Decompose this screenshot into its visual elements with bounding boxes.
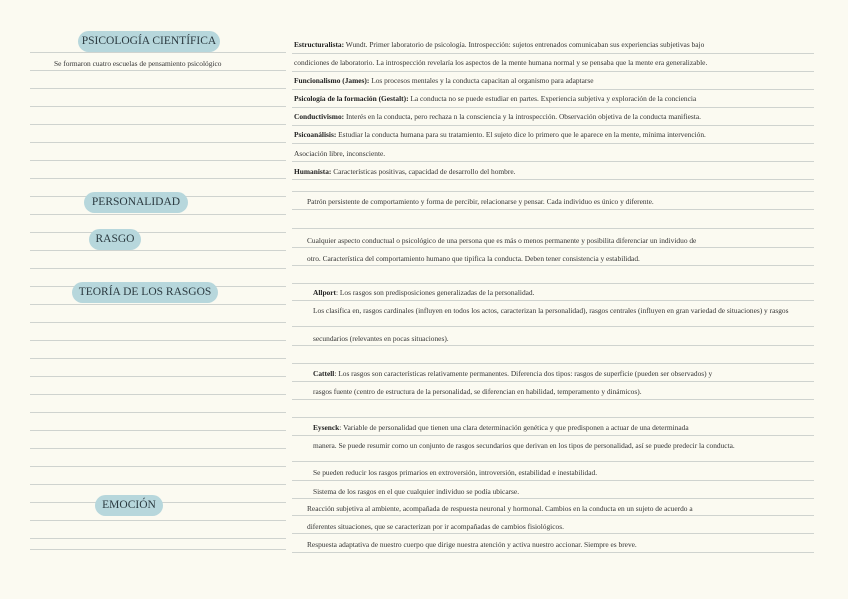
allport-secundarios: secundarios (relevantes en pocas situaciones).	[313, 334, 449, 343]
cattell-cont: rasgos fuente (centro de estructura de la personalidad, se diferencian en habilidad, temperamento y dinámicos).	[313, 387, 642, 396]
heading-emocion: EMOCIÓN	[95, 495, 163, 516]
heading-personalidad: PERSONALIDAD	[84, 192, 188, 213]
escuelas-subtitle: Se formaron cuatro escuelas de pensamiento psicológico	[54, 59, 222, 68]
cattell-entry	[313, 369, 712, 378]
escuela-psicoanalisis	[294, 130, 706, 139]
estructuralista-text: Wundt. Primer laboratorio de psicología. Introspección: sujetos entrenados comunicaban sus experiencias subjetivas bajo	[344, 40, 705, 49]
psicoanalisis-label: Psicoanálisis:	[294, 130, 337, 139]
conductivismo-label: Conductivismo:	[294, 112, 345, 121]
conductivismo-text: Interés en la conducta, pero rechaza n la consciencia y la introspección. Observación objetiva de la conducta manifiesta.	[344, 112, 701, 121]
eysenck-label: Eysenck	[313, 423, 340, 432]
personalidad-definition: Patrón persistente de comportamiento y forma de percibir, relacionarse y pensar. Cada individuo es único y diferente.	[307, 197, 654, 206]
gestalt-text: La conducta no se puede estudiar en partes. Experiencia subjetiva y exploración de la conciencia	[408, 94, 697, 103]
funcionalismo-label: Funcionalismo (James):	[294, 76, 370, 85]
cattell-text: : Los rasgos son características relativamente permanentes. Diferencia dos tipos: rasgos de superficie (pueden ser observados) y	[334, 369, 713, 378]
escuela-conductivismo	[294, 112, 701, 121]
allport-label: Allport	[313, 288, 336, 297]
escuela-gestalt	[294, 94, 696, 103]
estructuralista-label: Estructuralista:	[294, 40, 345, 49]
escuela-estructuralista	[294, 40, 704, 49]
heading-teoria-rasgos: TEORÍA DE LOS RASGOS	[72, 282, 218, 303]
eysenck-text: : Variable de personalidad que tienen una clara determinación genética y que predisponen a actuar de una determinada	[339, 423, 689, 432]
escuela-humanista	[294, 167, 515, 176]
humanista-text: Características positivas, capacidad de desarrollo del hombre.	[331, 167, 516, 176]
cattell-label: Cattell	[313, 369, 335, 378]
funcionalismo-text: Los procesos mentales y la conducta capacitan al organismo para adaptarse	[369, 76, 594, 85]
heading-psicologia-cientifica: PSICOLOGÍA CIENTÍFICA	[78, 31, 220, 52]
heading-rasgo: RASGO	[89, 229, 141, 250]
allport-classification: Los clasifica en, rasgos cardinales (influyen en todos los actos, caracterizan la personalidad), rasgos centrales (influyen en gran variedad de situaciones) y rasgos	[313, 306, 789, 315]
eysenck-entry	[313, 423, 689, 432]
eysenck-system: Sistema de los rasgos en el que cualquier individuo se podía ubicarse.	[313, 487, 520, 496]
rasgo-definition-cont: otro. Característica del comportamiento humano que tipifica la conducta. Deben tener consistencia y estabilidad.	[307, 254, 640, 263]
emocion-respuesta: Respuesta adaptativa de nuestro cuerpo que dirige nuestra atención y activa nuestro accionar. Siempre es breve.	[307, 540, 637, 549]
escuela-psicoanalisis-cont: Asociación libre, inconsciente.	[294, 149, 386, 158]
rasgo-definition: Cualquier aspecto conductual o psicológico de una persona que es más o menos permanente y posibilita diferenciar un individuo de	[307, 236, 697, 245]
humanista-label: Humanista:	[294, 167, 332, 176]
eysenck-reduction: Se pueden reducir los rasgos primarios en extroversión, introversión, estabilidad e inestabilidad.	[313, 468, 598, 477]
emocion-definition-cont: diferentes situaciones, que se caracterizan por ir acompañadas de cambios fisiológicos.	[307, 522, 564, 531]
allport-entry	[313, 288, 534, 297]
escuela-estructuralista-cont: condiciones de laboratorio. La introspección revelaría los aspectos de la mente humana normal y se pensaba que la mente era generalizable.	[294, 58, 708, 67]
allport-text: : Los rasgos son predisposiciones generalizadas de la personalidad.	[336, 288, 535, 297]
eysenck-cont: manera. Se puede resumir como un conjunto de rasgos secundarios que derivan en los tipos de personalidad, así se puede predecir la conducta.	[313, 441, 735, 450]
gestalt-label: Psicología de la formación (Gestalt):	[294, 94, 409, 103]
psicoanalisis-text: Estudiar la conducta humana para su tratamiento. El sujeto dice lo primero que le aparece en la mente, mínima intervención.	[336, 130, 706, 139]
escuela-funcionalismo	[294, 76, 594, 85]
emocion-definition: Reacción subjetiva al ambiente, acompañada de respuesta neuronal y hormonal. Cambios en la conducta en un sujeto de acuerdo a	[307, 504, 693, 513]
